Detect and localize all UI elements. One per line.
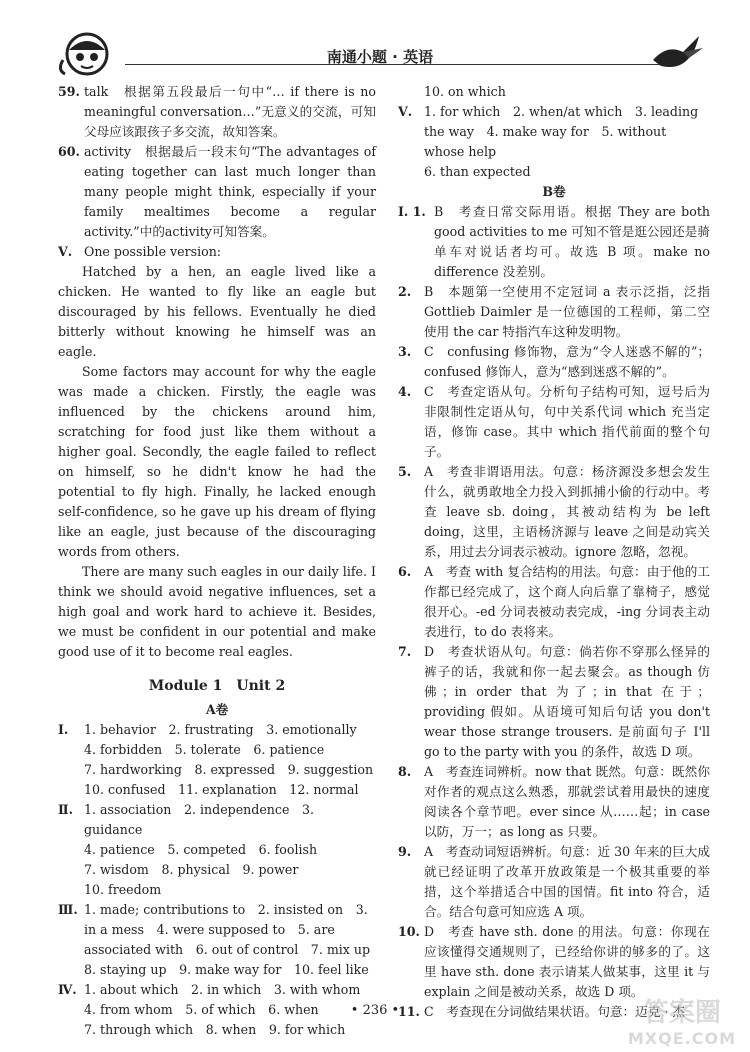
watermark [628, 1000, 736, 1052]
section-b-heading: B卷 [542, 184, 566, 199]
b-answer-7: 7. D 考查状语从句。句意：倘若你不穿那么怪异的裤子的话，我就和你一起去聚会。as though 仿佛；in order that 为了；in that 在于；providing 假如。从语境可知后句话 you don't wear those strange trousers. 是前面句子 I'll go to the party with you 的条件，故选 D 项。 [398, 644, 710, 759]
answer-60: 60. activity 根据最后一段末句“The advantages of eating together can last much longer than many people might think, especially if your family mealtimes become a regular activity.”中的activity可知答案。 [58, 144, 376, 239]
essay-paragraph-2: Some factors may account for why the eagle was made a chicken. Firstly, the eagle was influenced by the chickens around him, scratching for food just like them without a higher goal. Secondly, the eagle failed to reflect on himself, so he didn't know he had the potential to fly high. Finally, he lacked enough self-confidence, so he gave up his dream of flying like an eagle, just because of the discouraging words from others. [58, 364, 376, 559]
right-column [398, 82, 710, 1022]
page-number: • 236 • [350, 1003, 400, 1018]
b-answer-10: 10. D 考查 have sth. done 的用法。句意：你现在应该懂得交通规则了，已经给你讲的够多的了。这里 have sth. done 表示请某人做某事，这里 it 与 explain 之间是被动关系，故选 D 项。 [398, 924, 710, 999]
b-answer-1: Ⅰ. 1. B 考查日常交际用语。根据 They are both good activities to me 可知不管是逛公园还是骑单车对说话者均可。故选 B 项。make no difference 没差别。 [398, 204, 710, 279]
b-answer-5: 5. A 考查非谓语用法。句意：杨济源没多想会发生什么，就勇敢地全力投入到抓捕小偷的行动中。考查 leave sb. doing，其被动结构为 be left doing，这里，主语杨济源与 leave 之间是动宾关系，用过去分词表示被动。ignore 忽略，忽视。 [398, 464, 710, 559]
b-answer-2: 2. B 本题第一空使用不定冠词 a 表示泛指，泛指 Gottlieb Daimler 是一位德国的工程师，第二空使用 the car 特指汽车这种发明物。 [398, 284, 710, 339]
section-a-heading: A卷 [205, 702, 229, 717]
left-column [58, 82, 376, 1040]
b-answer-8: 8. A 考查连词辨析。now that 既然。句意：既然你对作者的观点这么熟悉，那就尝试着用最快的速度阅读各个章节吧。ever since 从……起；in case 以防，万一；as long as 只要。 [398, 764, 710, 839]
essay-paragraph-3: There are many such eagles in our daily life. I think we should avoid negative influences, set a high goal and work hard to achieve it. Besides, we must be confident in our potential and make good use of it to become real eagles. [58, 564, 376, 659]
page-header [55, 30, 705, 78]
essay-paragraph-1: Hatched by a hen, an eagle lived like a chicken. He wanted to fly like an eagle but discouraged by his fellows. Eventually he died bitterly without knowing he himself was an eagle. [58, 264, 376, 359]
answer-v-10: 10. on which [424, 84, 506, 99]
watermark-sub: MXQE.COM [627, 1029, 736, 1048]
b-answer-6: 6. A 考查 with 复合结构的用法。句意：由于他的工作都已经完成了，这个商人向后靠了靠椅子，感觉很开心。-ed 分词表被动表完成，-ing 分词表主动表进行，to do 表将来。 [398, 564, 710, 639]
watermark-main: 答案圈 [642, 998, 721, 1028]
b-answer-11: 11. C 考查现在分词做结果状语。句意：迈克 · 杰 [398, 1004, 685, 1019]
section-a-part-5: Ⅴ. 1. for which 2. when/at which 3. leading the way 4. make way for 5. without whose help [398, 104, 699, 159]
answer-v-6: 6. than expected [424, 164, 531, 179]
section-a-part-3: Ⅲ. 1. made; contributions to 2. insisted on 3. in a mess 4. were supposed to 5. are associated with 6. out of control 7. mix up 8. staying up 9. make way for 10. feel like [58, 902, 371, 977]
b-answer-9: 9. A 考查动词短语辨析。句意：近 30 年来的巨大成就已经证明了改革开放政策是一个极其重要的举措，这个举措适合中国的国情。fit into 符合，适合。结合句意可知应选 A 项。 [398, 844, 710, 919]
bird-icon [649, 30, 705, 74]
section-a-part-1: Ⅰ. 1. behavior 2. frustrating 3. emotionally 4. forbidden 5. tolerate 6. patience 7. hardworking 8. expressed 9. suggestion 10. confused 11. explanation 12. normal [58, 722, 374, 797]
b-answer-3: 3. C confusing 修饰物，意为“令人迷惑不解的”；confused 修饰人，意为“感到迷惑不解的”。 [398, 344, 710, 379]
section-a-part-2: Ⅱ. 1. association 2. independence 3. guidance 4. patience 5. competed 6. foolish 7. wisdom 8. physical 9. power 10. freedom [58, 802, 318, 897]
module-title: Module 1 Unit 2 [148, 678, 286, 694]
section-a-part-4: Ⅳ. 1. about which 2. in which 3. with whom 4. from whom 5. of which 6. when 7. through which 8. when 9. for which [58, 982, 361, 1037]
b-answer-4: 4. C 考查定语从句。分析句子结构可知，逗号后为非限制性定语从句，句中关系代词 which 充当定语，修饰 case。其中 which 指代前面的整个句子。 [398, 384, 710, 459]
section-v-heading: Ⅴ. One possible version: [58, 244, 222, 259]
header-title: 南通小题 · 英语 [326, 48, 434, 66]
answer-59: 59. talk 根据第五段最后一句中“… if there is no meaningful conversation…”无意义的交流，可知父母应该跟孩子多交流，故知答案。 [58, 84, 376, 139]
